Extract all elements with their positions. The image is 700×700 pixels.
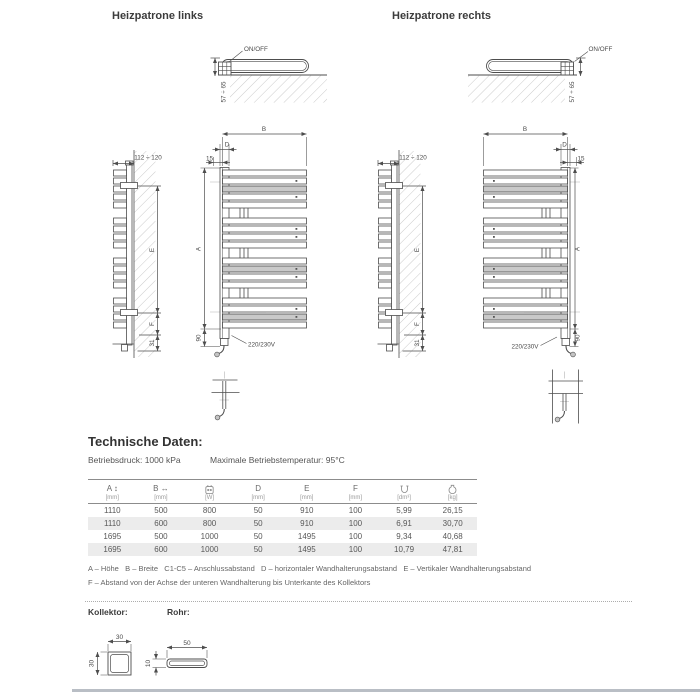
kollektor-profile	[89, 634, 132, 675]
cell: 100	[348, 519, 363, 528]
table-row	[88, 530, 477, 543]
right-wall-mount-top-view	[468, 46, 612, 103]
dim-b-label: B	[261, 126, 267, 133]
on-off-label: ON/OFF	[244, 46, 268, 53]
rohr-profile	[145, 640, 207, 676]
left-section-title: Heizpatrone links	[112, 10, 204, 22]
cell: 1000	[200, 532, 219, 541]
table-row	[88, 543, 477, 556]
legend-line-1: A – Höhe B – Breite C1-C5 – Anschlussabstand D – horizontaler Wandhalterungsabstand E – Vertikaler Wandhalterungsabstand	[88, 564, 532, 573]
cell: 500	[154, 532, 168, 541]
cell: 100	[348, 532, 363, 541]
cell: 5,99	[396, 506, 412, 515]
cell: 1110	[104, 519, 121, 528]
wall-hatch	[468, 76, 565, 103]
tech-table-header	[88, 480, 477, 504]
voltage-leader	[232, 336, 247, 344]
power-plug	[215, 352, 220, 357]
collector	[220, 168, 229, 339]
heater-head	[561, 62, 574, 75]
voltage-label: 220/230V	[511, 343, 539, 351]
max-temp-info: Maximale Betriebstemperatur: 95°C	[210, 455, 345, 465]
wall-bracket-top	[121, 183, 138, 189]
profile-drawings	[0, 600, 700, 700]
col-d	[234, 480, 283, 504]
right-cable-detail	[549, 370, 584, 424]
panels	[484, 170, 568, 328]
cell: 1495	[297, 532, 316, 541]
floor-distance-dim	[576, 58, 586, 76]
weld-dots	[296, 180, 298, 318]
dim-b-label: B	[522, 126, 528, 133]
col-width-unit: [mm]	[154, 495, 168, 501]
cell: 100	[348, 545, 363, 554]
dim-15-label: 15	[205, 155, 214, 163]
col-height-label: A ↕	[106, 484, 118, 493]
heater-stub	[122, 345, 128, 352]
volume-icon	[399, 484, 410, 495]
cell: 10,79	[394, 545, 415, 554]
kollektor-label: Kollektor:	[88, 607, 128, 617]
cell: 600	[154, 519, 168, 528]
panel-stubs	[114, 170, 127, 328]
wall-bracket-bottom	[386, 310, 403, 316]
power-plug	[555, 417, 560, 422]
panel-stubs	[379, 170, 392, 328]
cell: 910	[300, 519, 314, 528]
col-power-unit: [W]	[205, 495, 215, 501]
cell: 1110	[104, 506, 121, 515]
panels	[223, 170, 307, 328]
rohr-dims	[153, 648, 208, 676]
cell: 26,15	[442, 506, 463, 515]
power-cable	[220, 409, 225, 417]
voltage-leader	[541, 337, 558, 346]
col-e	[283, 480, 332, 504]
cell: 50	[253, 545, 263, 554]
rohr-height-label: 10	[145, 659, 152, 668]
cell: 100	[348, 506, 363, 515]
dim-e-label: E	[149, 247, 156, 253]
collector	[561, 168, 570, 339]
on-off-label: ON/OFF	[588, 46, 613, 53]
pressure-info: Betriebsdruck: 1000 kPa	[88, 455, 181, 465]
cell: 6,91	[396, 519, 412, 528]
voltage-label: 220/230V	[248, 341, 275, 349]
dim-a-label: A	[195, 246, 203, 252]
cell: 1495	[297, 545, 316, 554]
cell: 50	[253, 506, 263, 515]
cell: 500	[154, 506, 168, 515]
col-weight	[428, 480, 477, 504]
left-wall-mount-top-view	[211, 46, 328, 103]
dim-31-label: 31	[414, 339, 421, 347]
kollektor-dims	[98, 642, 132, 676]
col-d-label: D	[255, 484, 262, 493]
kollektor-width-label: 30	[115, 634, 124, 641]
heater-element	[221, 339, 229, 346]
cell: 600	[154, 545, 168, 554]
kollektor-height-label: 30	[88, 659, 96, 668]
col-volume	[380, 480, 429, 504]
weld-dots	[493, 180, 495, 318]
collector-tube-inner	[224, 62, 307, 71]
col-e-label: E	[304, 484, 310, 493]
heater-head	[219, 62, 232, 75]
cell: 40,68	[442, 532, 463, 541]
cell: 30,70	[442, 519, 463, 528]
cell: 50	[253, 519, 263, 528]
dim-f-label: F	[414, 322, 421, 326]
power-cable	[560, 411, 565, 419]
cell: 1000	[200, 545, 219, 554]
rohr-width-label: 50	[183, 640, 191, 647]
table-row	[88, 517, 477, 530]
power-icon	[204, 484, 215, 495]
right-side-view	[378, 150, 428, 358]
floor-distance-label: 57 ÷ 65	[569, 81, 576, 103]
col-height	[88, 480, 137, 504]
cell: 1695	[103, 545, 122, 554]
dim-31-label: 31	[149, 339, 156, 347]
cell: 50	[253, 532, 263, 541]
wall-bracket-top	[386, 183, 403, 189]
on-off-leader	[575, 52, 589, 62]
col-height-unit: [mm]	[105, 495, 119, 501]
cell: 47,81	[442, 545, 463, 554]
depth-label: 112 ÷ 120	[134, 154, 162, 162]
col-volume-unit: [dm³]	[397, 495, 411, 501]
cell: 1695	[103, 532, 122, 541]
power-plug	[215, 415, 220, 420]
left-side-view	[113, 150, 163, 358]
rohr-label: Rohr:	[167, 607, 190, 617]
right-section-title: Heizpatrone rechts	[392, 10, 492, 22]
dim-15-label: 15	[577, 155, 585, 163]
col-width	[137, 480, 186, 504]
dim-d-label: D	[224, 141, 230, 149]
cell: 800	[202, 519, 217, 528]
col-d-unit: [mm]	[251, 495, 265, 501]
vertical-tube	[392, 165, 398, 345]
left-cable-detail	[212, 372, 240, 420]
dim-90-label: 90	[574, 334, 582, 342]
col-f	[331, 480, 380, 504]
vertical-tube	[127, 165, 133, 345]
dim-a-label: A	[574, 246, 582, 252]
depth-label: 112 ÷ 120	[399, 154, 427, 162]
dim-90-label: 90	[195, 334, 203, 342]
floor-distance-label: 57 ÷ 65	[220, 81, 228, 103]
wall-hatch	[230, 76, 327, 103]
heater-element	[562, 339, 570, 346]
dim-e-label: E	[414, 247, 421, 253]
col-f-unit: [mm]	[348, 495, 363, 501]
collector-tube-inner	[489, 62, 572, 71]
dim-d-label: D	[562, 141, 567, 149]
cell: 800	[202, 506, 217, 515]
col-power	[185, 480, 234, 504]
left-front-view	[196, 126, 307, 357]
col-e-unit: [mm]	[300, 495, 314, 501]
col-weight-unit: [kg]	[447, 495, 458, 501]
right-front-view	[484, 126, 585, 357]
col-f-label: F	[352, 484, 358, 493]
heater-stub	[387, 345, 393, 352]
tech-heading: Technische Daten:	[88, 434, 203, 449]
tech-table	[88, 479, 477, 556]
col-width-label: B ↔	[153, 484, 169, 493]
legend-line-2: F – Abstand von der Achse der unteren Wandhalterung bis Unterkante des Kollektors	[88, 578, 371, 587]
weight-icon	[447, 484, 458, 495]
table-row	[88, 504, 477, 518]
dim-f-label: F	[149, 322, 156, 326]
power-plug	[571, 352, 576, 357]
cell: 910	[300, 506, 314, 515]
bottom-rule	[72, 689, 700, 692]
cell: 9,34	[396, 532, 412, 541]
wall-bracket-bottom	[121, 310, 138, 316]
